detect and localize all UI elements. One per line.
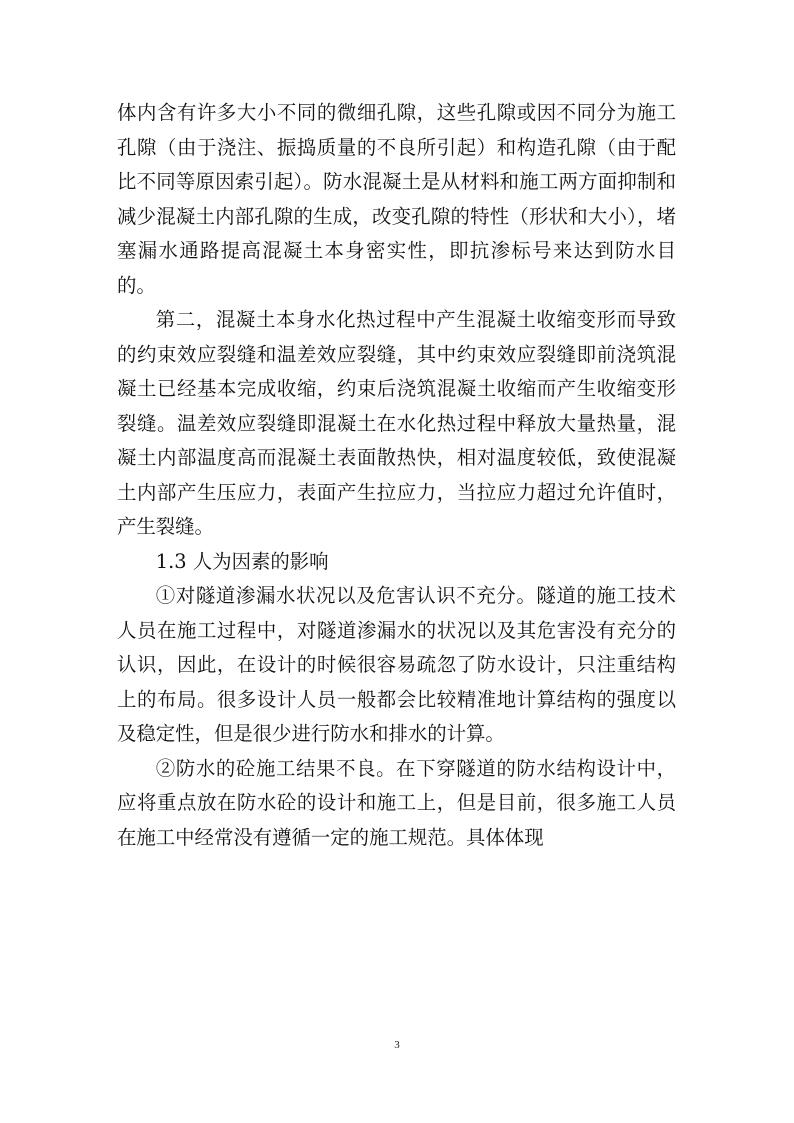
paragraph-item-2: ②防水的砼施工结果不良。在下穿隧道的防水结构设计中，应将重点放在防水砼的设计和施工上，但是目前，很多施工人员在施工中经常没有遵循一定的施工规范。具体体现 bbox=[117, 756, 676, 849]
body-text bbox=[117, 96, 676, 855]
section-heading: 1.3 人为因素的影响 bbox=[155, 549, 329, 573]
paragraph-continuation: 体内含有许多大小不同的微细孔隙，这些孔隙或因不同分为施工孔隙（由于浇注、振捣质量的不良所引起）和构造孔隙（由于配比不同等原因索引起）。防水混凝土是从材料和施工两方面抑制和减少混凝土内部孔隙的生成，改变孔隙的特性（形状和大小），堵塞漏水通路提高混凝土本身密实性，即抗渗标号来达到防水目的。 bbox=[117, 101, 676, 297]
page-number: 3 bbox=[394, 1039, 400, 1051]
paragraph-second-cause: 第二，混凝土本身水化热过程中产生混凝土收缩变形而导致的约束效应裂缝和温差效应裂缝，其中约束效应裂缝即前浇筑混凝土已经基本完成收缩，约束后浇筑混凝土收缩而产生收缩变形裂缝。温差效应裂缝即混凝土在水化热过程中释放大量热量，混凝土内部温度高而混凝土表面散热快，相对温度较低，致使混凝土内部产生压应力，表面产生拉应力，当拉应力超过允许值时，产生裂缝。 bbox=[117, 308, 676, 538]
paragraph-item-1: ①对隧道渗漏水状况以及危害认识不充分。隧道的施工技术人员在施工过程中，对隧道渗漏水的状况以及其危害没有充分的认识，因此，在设计的时候很容易疏忽了防水设计，只注重结构上的布局。很多设计人员一般都会比较精准地计算结构的强度以及稳定性，但是很少进行防水和排水的计算。 bbox=[117, 584, 676, 745]
